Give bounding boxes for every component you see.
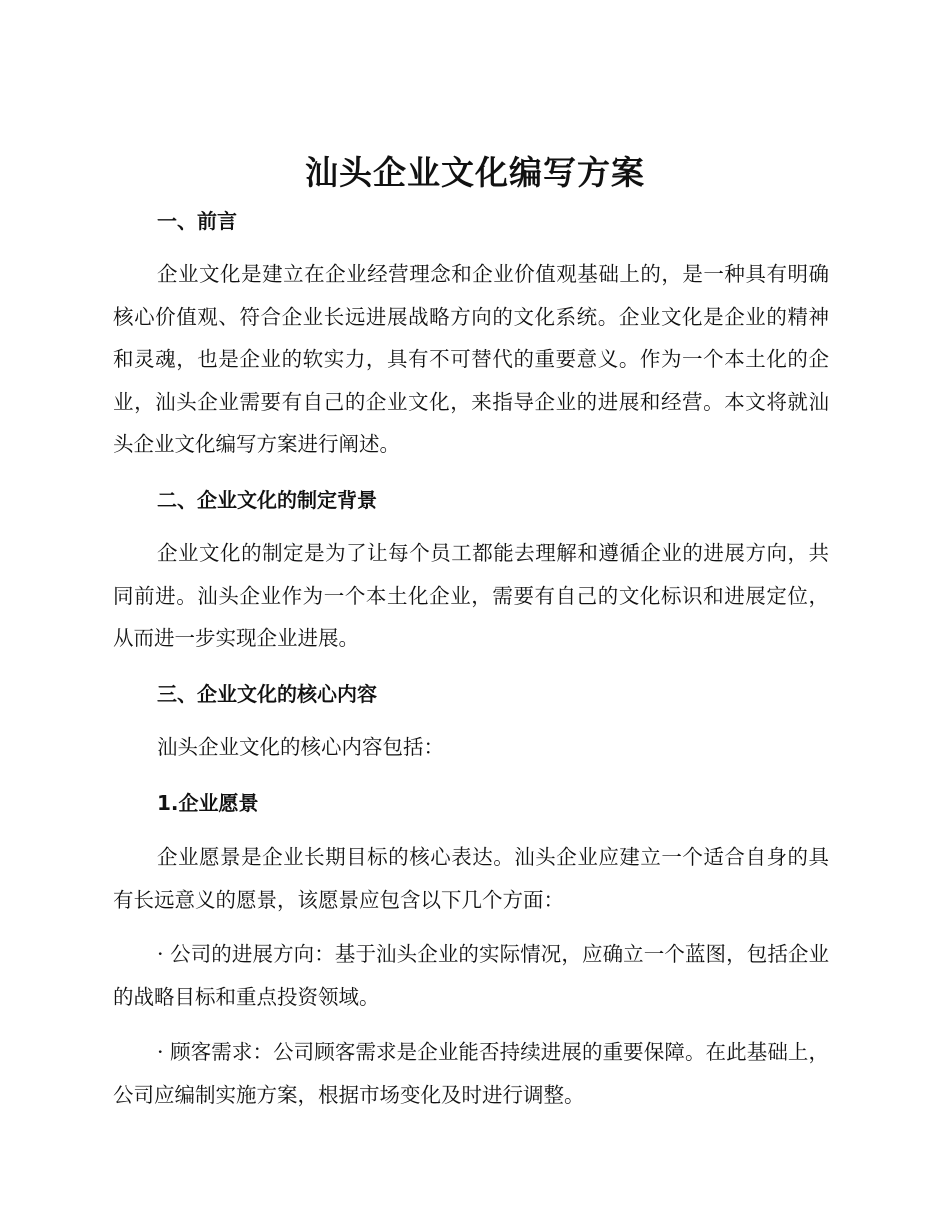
section-heading-core-content: 三、企业文化的核心内容 xyxy=(157,682,377,706)
document-title: 汕头企业文化编写方案 xyxy=(305,153,645,192)
paragraph-vision: 企业愿景是企业长期目标的核心表达。汕头企业应建立一个适合自身的具有长远意义的愿景，该愿景应包含以下几个方面： xyxy=(113,845,829,912)
paragraph-background: 企业文化的制定是为了让每个员工都能去理解和遵循企业的进展方向，共同前进。汕头企业作为一个本土化企业，需要有自己的文化标识和进展定位，从而进一步实现企业进展。 xyxy=(113,541,829,650)
subsection-heading-vision: 1.企业愿景 xyxy=(157,791,259,815)
section-heading-background: 二、企业文化的制定背景 xyxy=(157,488,377,512)
paragraph-core-content-intro: 汕头企业文化的核心内容包括： xyxy=(157,735,444,759)
bullet-item-direction: · 公司的进展方向：基于汕头企业的实际情况，应确立一个蓝图，包括企业的战略目标和重点投资领域。 xyxy=(113,942,829,1009)
paragraph-preface: 企业文化是建立在企业经营理念和企业价值观基础上的，是一种具有明确核心价值观、符合企业长远进展战略方向的文化系统。企业文化是企业的精神和灵魂，也是企业的软实力，具有不可替代的重要意义。作为一个本土化的企业，汕头企业需要有自己的企业文化，来指导企业的进展和经营。本文将就汕头企业文化编写方案进行阐述。 xyxy=(113,262,829,456)
section-heading-preface: 一、前言 xyxy=(157,209,237,233)
bullet-item-customer-needs: · 顾客需求：公司顾客需求是企业能否持续进展的重要保障。在此基础上，公司应编制实施方案，根据市场变化及时进行调整。 xyxy=(113,1040,829,1107)
